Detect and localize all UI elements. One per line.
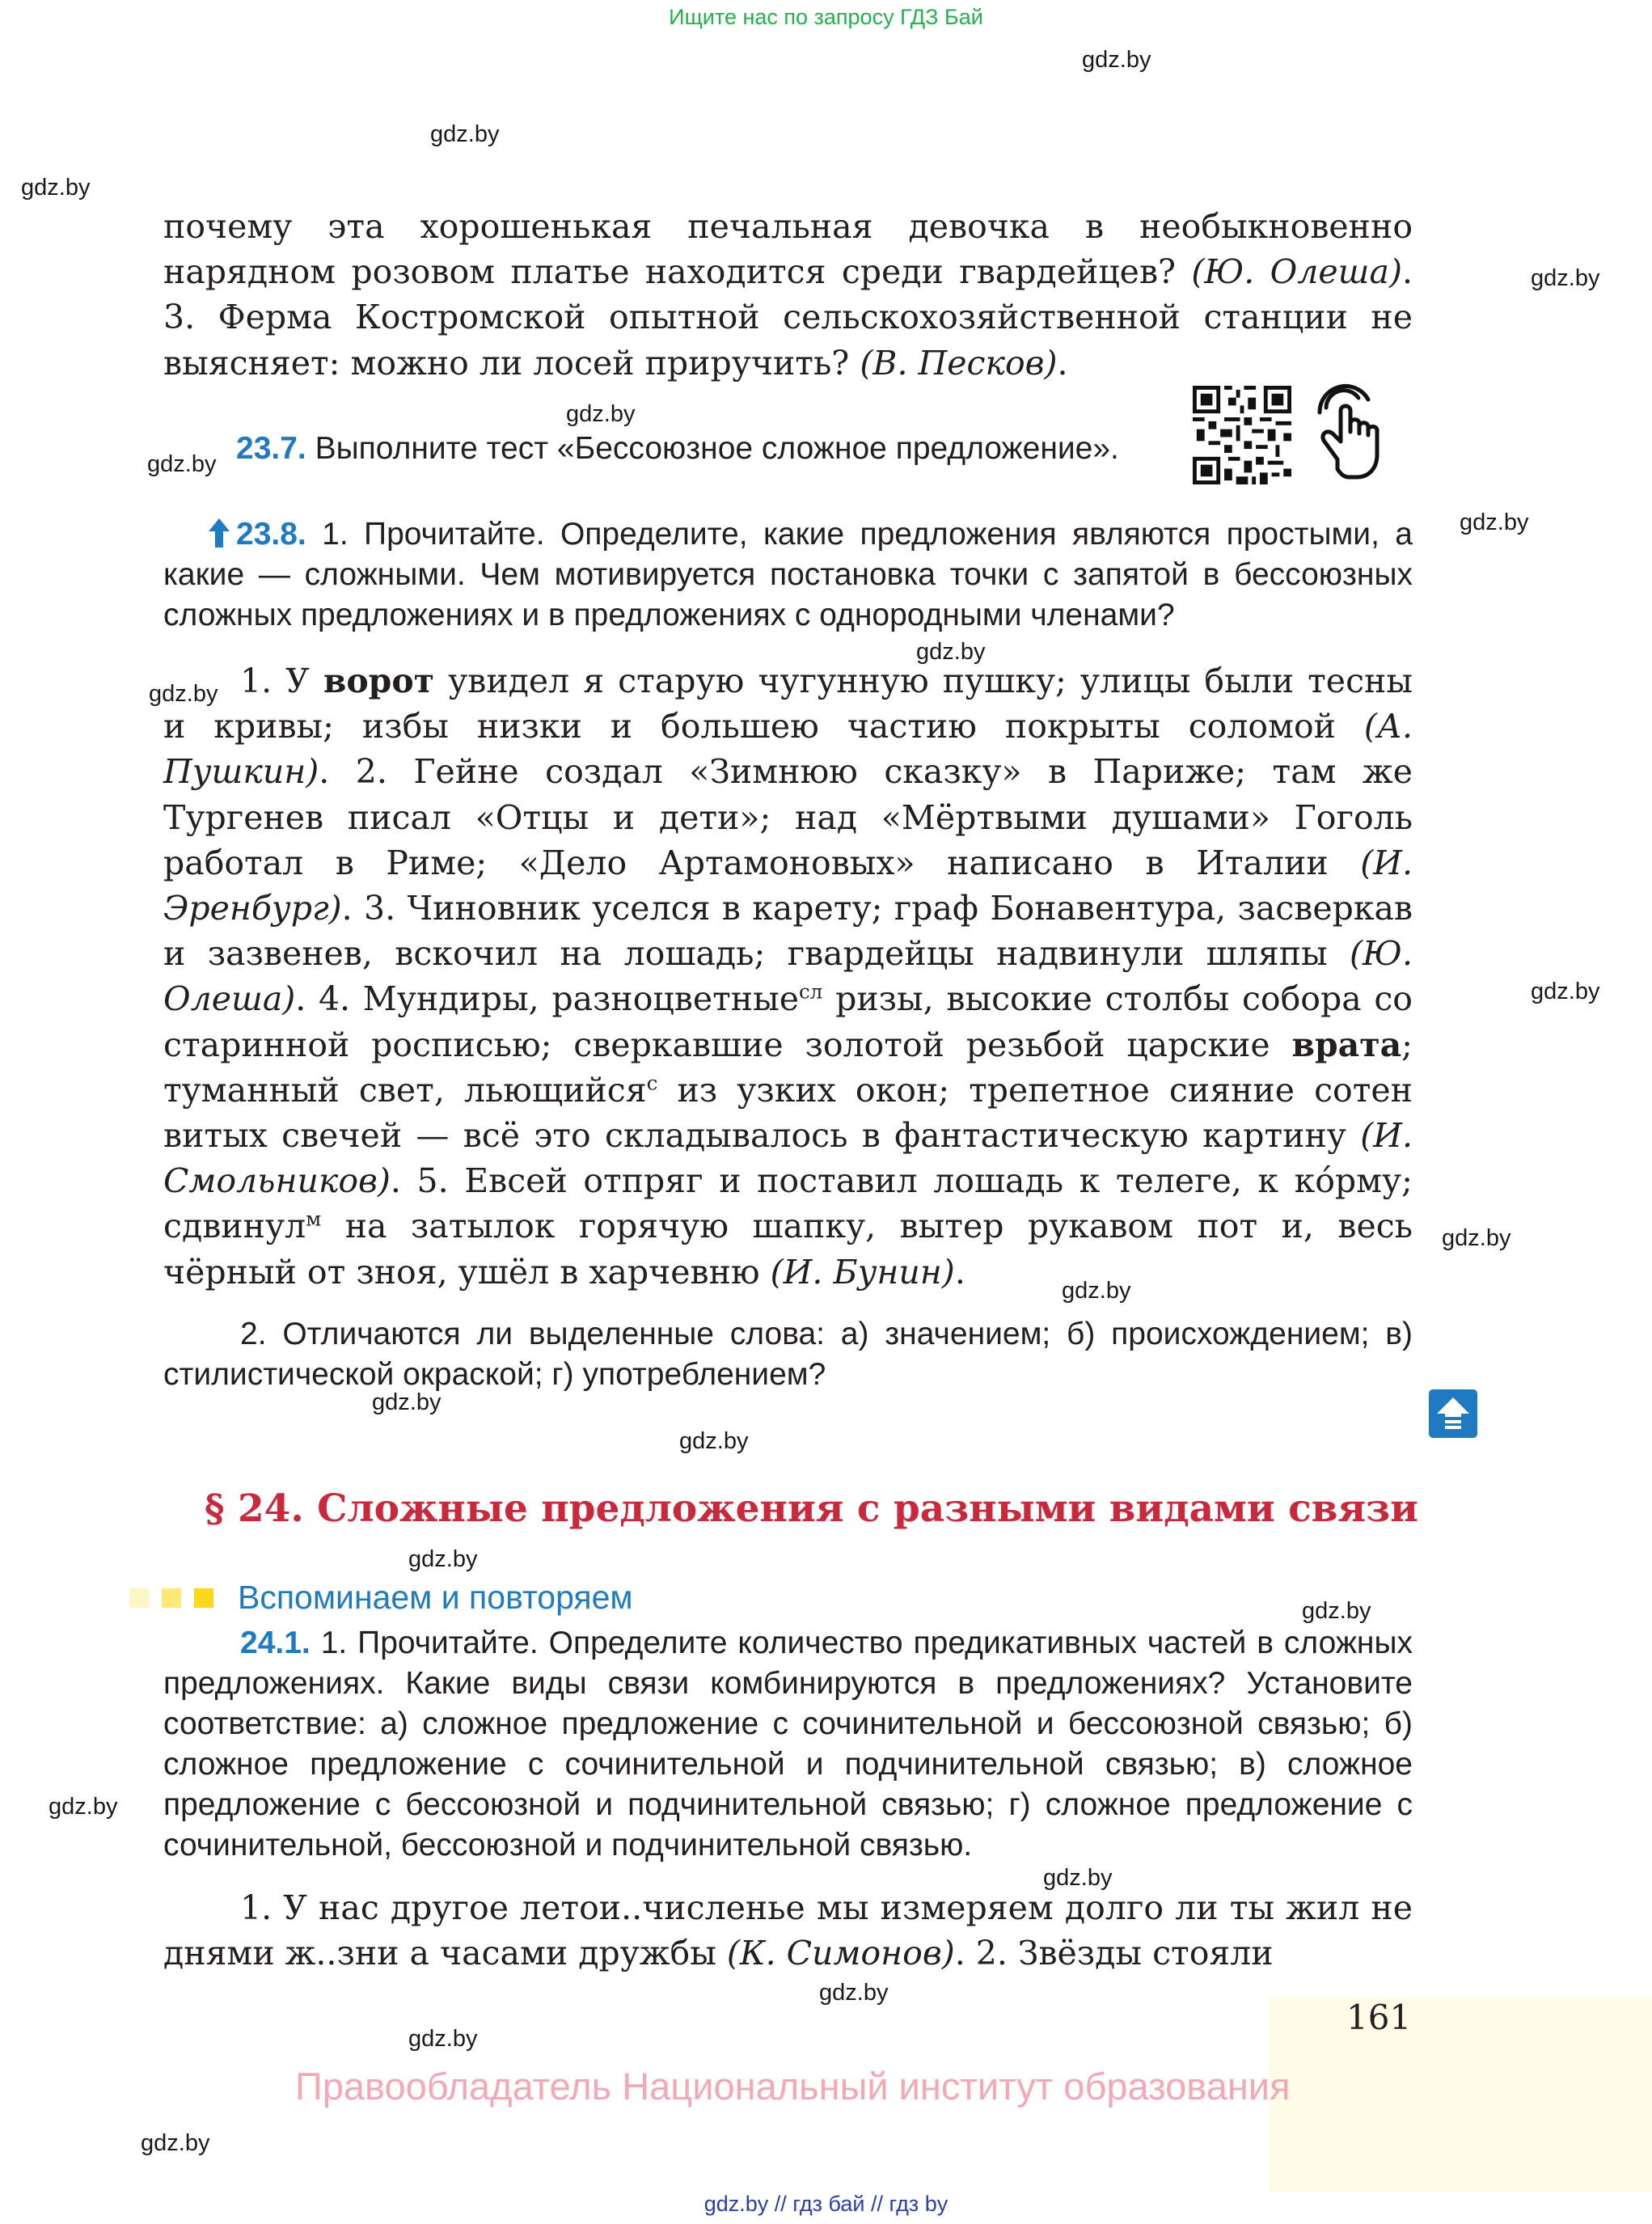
watermark: gdz.by [1460,509,1529,535]
watermark: gdz.by [566,401,636,427]
qr-code-icon[interactable] [1193,386,1291,484]
exercise-number: 24.1. [240,1626,311,1660]
exercise-24-1-task: 24.1. 1. Прочитайте. Определите количество предикативных частей в сложных предложениях. Какие виды связи комбинируются в предложениях? Установите соответствие: а) сложное предложение с сочинительной и бессоюзной связью; б) сложное предложение с сочинительной и подчинительной связью; в) сложное предложение с бессоюзной и подчинительной связью; г) сложное предложение с сочинительной, бессоюзной и подчинительной связью. [163,1626,1413,1862]
watermark: gdz.by [1531,979,1600,1004]
watermark: gdz.by [1442,1225,1511,1251]
exercise-23-7 [236,429,1198,469]
exercise-23-8-task-2: 2. Отличаются ли выделенные слова: а) значением; б) происхождением; в) стилистической окраской; г) употреблением? [163,1317,1413,1392]
exercise-text: Выполните тест «Бессоюзное сложное предложение». [315,431,1119,466]
footer-band [1270,1998,1652,2192]
pointing-hand-icon[interactable] [1308,378,1389,482]
watermark: gdz.by [21,175,91,201]
watermark: gdz.by [819,1980,889,2006]
home-up-button[interactable] [1429,1389,1477,1438]
watermark: gdz.by [1531,265,1600,291]
watermark: gdz.by [679,1428,749,1454]
watermark: gdz.by [141,2130,210,2156]
watermark: gdz.by [408,1546,478,1572]
watermark: gdz.by [1043,1865,1113,1891]
decor-square [162,1588,181,1608]
watermark: gdz.by [1082,47,1151,73]
page-number: 161 [1346,1998,1412,2037]
exercise-number: 23.7. [236,431,306,466]
paragraph-continuation: почему эта хорошенькая печальная девочка в необыкновенно нарядном розовом платье находится среди гвардейцев? (Ю. Олеша). 3. Ферма Костромской опытной сельскохозяйственной станции не выясняет: можно ли лосей приручить? (В. Песков). [163,207,1413,383]
watermark: gdz.by [1062,1278,1131,1304]
section-title: § 24. Сложные предложения с разными видами связи [205,1486,1418,1531]
watermark: gdz.by [916,639,986,665]
section-subtitle: Вспоминаем и повторяем [238,1579,633,1616]
bottom-links[interactable]: gdz.by // гдз бай // гдз by [703,2192,949,2216]
watermark: gdz.by [147,451,217,477]
decor-square [129,1588,149,1608]
exercise-number: 23.8. [236,517,306,552]
watermark: gdz.by [1302,1598,1371,1624]
watermark: gdz.by [408,2026,478,2052]
exercise-24-1-sentences: 1. У нас другое летои..численье мы измеряем долго ли ты жил не днями ж..зни а часами дружбы (К. Симонов). 2. Звёзды стояли [163,1888,1413,1973]
decor-square [194,1588,213,1608]
top-note[interactable]: Ищите нас по запросу ГДЗ Бай [669,5,983,29]
watermark: gdz.by [49,1794,118,1820]
watermark: gdz.by [430,121,500,147]
exercise-23-8-task-1: 23.8. 1. Прочитайте. Определите, какие предложения являются простыми, а какие — сложными. Чем мотивируется постановка точки с запятой в бессоюзных сложных предложениях и в предложениях с однородными членами? [163,517,1413,632]
exercise-23-8-sentences: 1. У ворот увидел я старую чугунную пушку; улицы были тесны и кривы; избы низки и большею частию покрыты соломой (А. Пушкин). 2. Гейне создал «Зимнюю сказку» в Париже; там же Тургенев писал «Отцы и дети»; над «Мёртвыми душами» Гоголь работал в Риме; «Дело Артамоновых» написано в Италии (И. Эренбург). 3. Чиновник уселся в карету; граф Бонавентура, засверкав и зазвенев, вскочил на лошадь; гвардейцы надвинули шляпы (Ю. Олеша). 4. Мундиры, разноцветные$^{сл}$ ризы, высокие столбы собора со старинной росписью; сверкавшие золотой резьбой царские врата; туманный свет, льющийся$^с$ из узких окон; трепетное сияние сотен витых свечей — всё это складывалось в фантастическую картину (И. Смольников). 5. Евсей отпряг и поставил лошадь к телеге, к ко́рму; сдвинул$^м$ на затылок горячую шапку, вытер рукавом пот и, весь чёрный от зноя, ушёл в харчевню (И. Бунин). [163,662,1413,1292]
watermark: gdz.by [372,1389,442,1415]
watermark: gdz.by [149,681,218,707]
copyright-notice: Правообладатель Национальный институт образования [295,2065,1291,2108]
